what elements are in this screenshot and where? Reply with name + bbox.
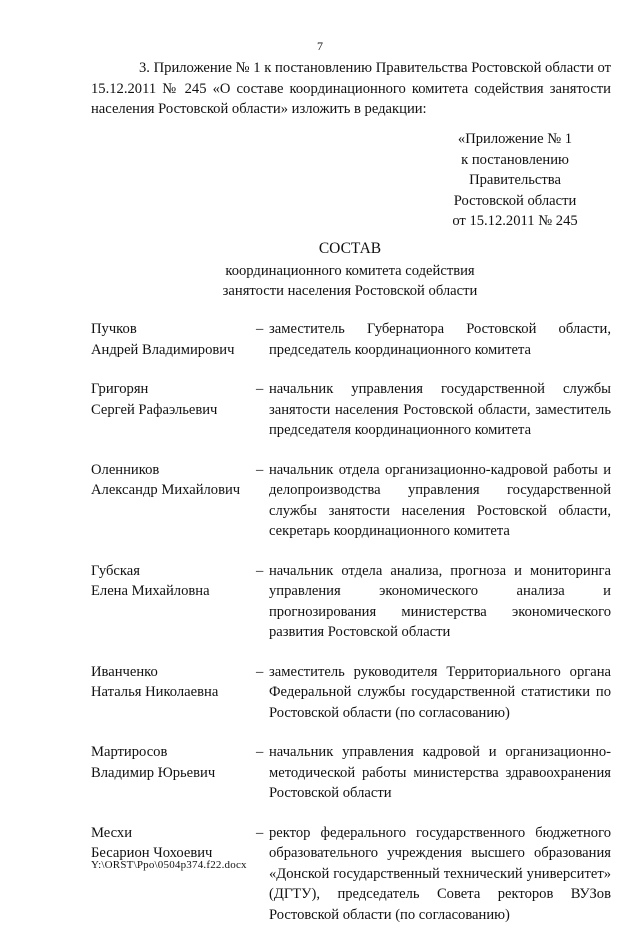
member-given-names: Бесарион Чохоевич	[91, 845, 213, 861]
member-dash: –	[256, 381, 264, 397]
member-role: начальник отдела анализа, прогноза и мониторинга управления экономического анализа и прогнозирования министерства экономического развития Ростовской области	[269, 562, 611, 640]
member-surname: Иванченко	[91, 663, 158, 680]
member-entry	[91, 742, 611, 804]
appendix-reference	[430, 129, 600, 232]
member-surname: Пучков	[91, 321, 137, 337]
page-number: 7	[317, 39, 323, 53]
appendix-line: Правительства	[469, 172, 561, 188]
member-given-names: Владимир Юрьевич	[91, 764, 216, 781]
member-name	[91, 379, 256, 441]
member-role: ректор федерального государственного бюджетного образовательного учреждения высшего образования «Донской государственный технический университет» (ДГТУ), председатель Совета ректоров ВУЗов Ростовской области (по согласованию)	[269, 824, 611, 923]
member-surname: Оленников	[91, 461, 160, 478]
member-name	[91, 319, 256, 360]
member-dash: –	[256, 663, 264, 680]
document-heading	[0, 239, 640, 302]
member-dash: –	[256, 744, 264, 760]
member-entry	[91, 319, 611, 360]
members-list	[91, 319, 611, 944]
member-dash: –	[256, 461, 264, 478]
appendix-line: к постановлению	[461, 151, 569, 168]
intro-text: 3. Приложение № 1 к постановлению Правительства Ростовской области от 15.12.2011 № 245 «О составе координационного комитета содействия занятости населения Ростовской области» изложить в редакции:	[91, 60, 611, 117]
member-entry	[91, 460, 611, 542]
document-subtitle-line: координационного комитета содействия	[225, 262, 475, 279]
document-subtitle-line: занятости населения Ростовской области	[222, 283, 478, 299]
member-surname: Месхи	[91, 824, 133, 841]
appendix-line: Ростовской области	[453, 192, 577, 209]
member-name	[91, 460, 256, 542]
member-name	[91, 561, 256, 643]
member-surname: Губская	[91, 562, 140, 579]
member-given-names: Андрей Владимирович	[91, 341, 235, 358]
member-entry	[91, 561, 611, 643]
member-surname: Мартиросов	[91, 744, 168, 760]
member-name	[91, 662, 256, 724]
member-surname: Григорян	[91, 381, 149, 397]
member-dash: –	[256, 562, 264, 579]
member-role: начальник управления кадровой и организационно-методической работы министерства здравоохранения Ростовской области	[269, 744, 611, 801]
appendix-line: «Приложение № 1	[457, 131, 573, 147]
member-entry	[91, 662, 611, 724]
member-given-names: Сергей Рафаэльевич	[91, 401, 218, 418]
intro-paragraph	[91, 58, 611, 120]
document-title: СОСТАВ	[318, 240, 382, 257]
member-given-names: Елена Михайловна	[91, 583, 210, 599]
member-role: начальник отдела организационно-кадровой работы и делопроизводства управления государственной службы занятости населения Ростовской области, секретарь координационного комитета	[269, 461, 611, 539]
member-given-names: Александр Михайлович	[91, 482, 241, 498]
member-dash: –	[256, 321, 264, 337]
member-role: начальник управления государственной службы занятости населения Ростовской области, заместитель председателя координационного комитета	[269, 381, 611, 438]
member-given-names: Наталья Николаевна	[91, 684, 219, 700]
member-entry	[91, 379, 611, 441]
member-dash: –	[256, 824, 264, 841]
member-role: заместитель руководителя Территориального органа Федеральной службы государственной статистики по Ростовской области (по согласованию)	[269, 663, 611, 721]
file-path-footer: Y:\ORST\Ppo\0504p374.f22.docx	[91, 859, 247, 871]
appendix-line: от 15.12.2011 № 245	[452, 213, 578, 229]
member-name	[91, 742, 256, 804]
member-role: заместитель Губернатора Ростовской области, председатель координационного комитета	[269, 321, 611, 358]
